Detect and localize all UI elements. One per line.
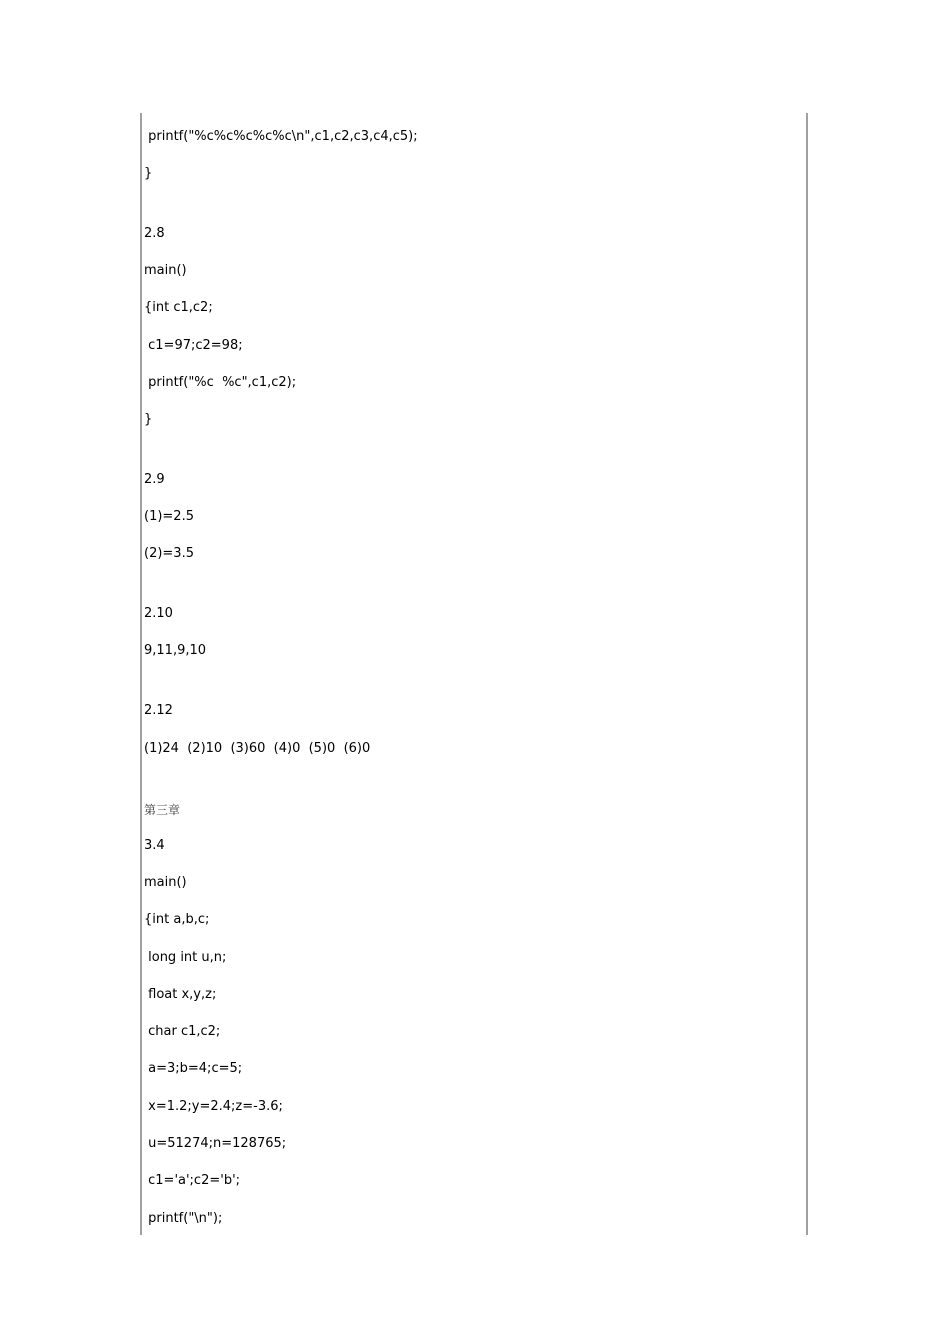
code-line: long int u,n; [144, 950, 227, 965]
code-line: c1='a';c2='b'; [144, 1173, 241, 1188]
code-line: c1=97;c2=98; [144, 338, 243, 353]
code-line: x=1.2;y=2.4;z=-3.6; [144, 1099, 283, 1114]
code-line: } [144, 412, 153, 427]
code-line: main() [144, 263, 187, 278]
answer-line: (1)24 (2)10 (3)60 (4)0 (5)0 (6)0 [144, 741, 371, 756]
chapter-heading: 第三章 [144, 803, 181, 817]
answer-line: (2)=3.5 [144, 546, 194, 561]
code-line: } [144, 166, 153, 181]
answer-line: 9,11,9,10 [144, 643, 207, 658]
section-number: 2.8 [144, 226, 165, 241]
code-line: char c1,c2; [144, 1024, 221, 1039]
code-line: printf("\n"); [144, 1211, 223, 1226]
code-line: u=51274;n=128765; [144, 1136, 287, 1151]
code-line: a=3;b=4;c=5; [144, 1061, 243, 1076]
code-line: printf("%c %c",c1,c2); [144, 375, 297, 390]
section-number: 2.10 [144, 606, 173, 621]
code-line: main() [144, 875, 187, 890]
section-number: 3.4 [144, 838, 165, 853]
answer-line: (1)=2.5 [144, 509, 194, 524]
section-number: 2.9 [144, 472, 165, 487]
section-number: 2.12 [144, 703, 173, 718]
code-line: {int c1,c2; [144, 300, 213, 315]
code-line: printf("%c%c%c%c%c\n",c1,c2,c3,c4,c5); [144, 129, 418, 144]
code-line: {int a,b,c; [144, 912, 210, 927]
code-line: float x,y,z; [144, 987, 217, 1002]
